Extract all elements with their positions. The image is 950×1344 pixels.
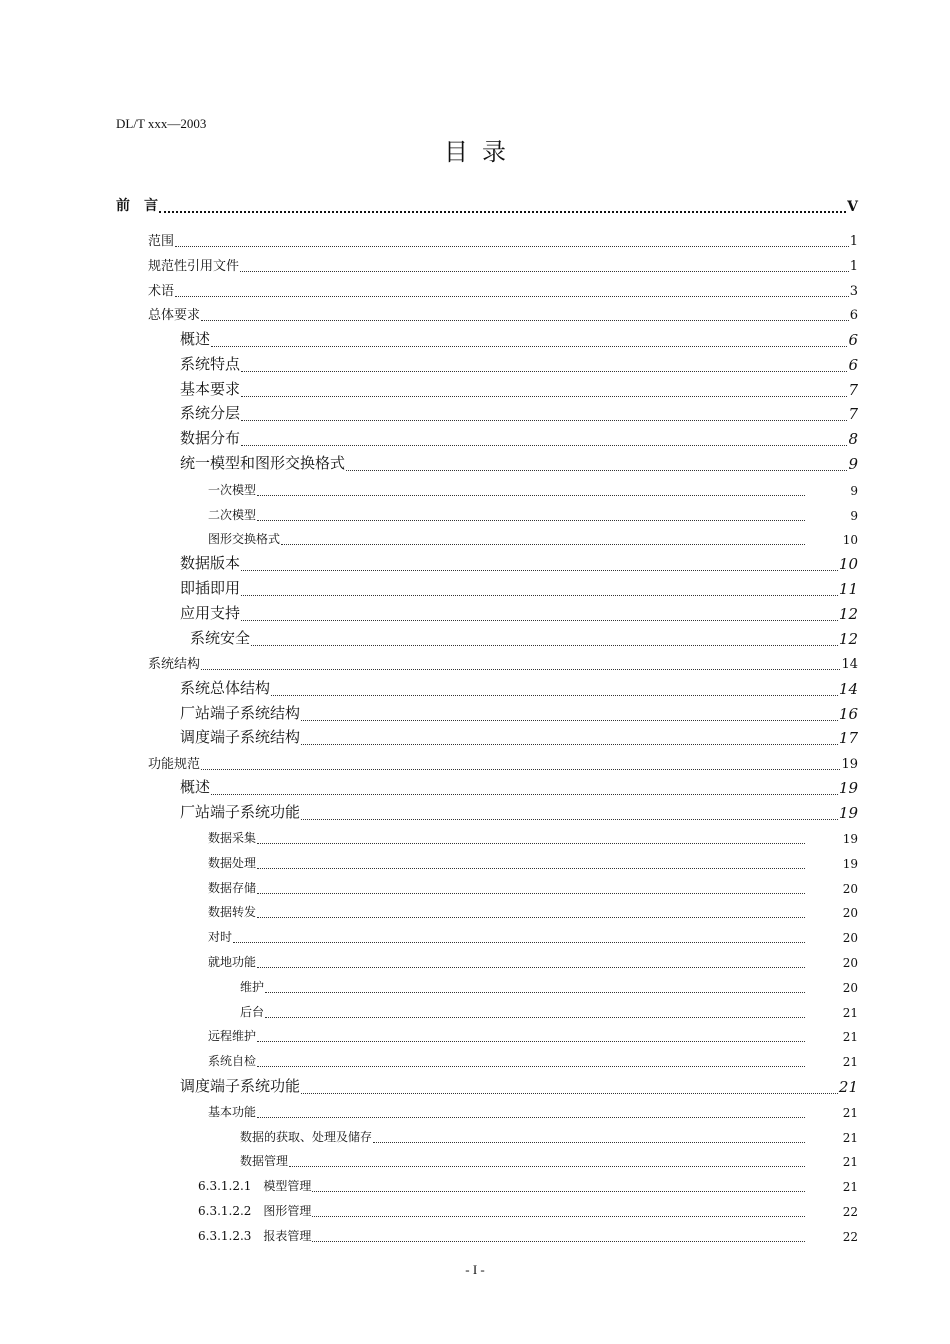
toc-dot-leader — [241, 433, 847, 448]
toc-dot-leader — [241, 558, 838, 573]
toc-dot-leader — [241, 359, 847, 374]
toc-entry[interactable] — [208, 879, 858, 896]
toc-entry[interactable] — [148, 304, 858, 323]
toc-entry-label: 系统安全 — [190, 629, 251, 647]
toc-entry[interactable] — [180, 552, 858, 573]
toc-entry-page: 21 — [842, 1155, 858, 1169]
toc-dot-leader — [257, 859, 805, 871]
toc-entry-label: 系统特点 — [180, 355, 241, 373]
toc-dot-leader — [241, 608, 838, 623]
toc-entry[interactable] — [240, 1003, 858, 1020]
toc-entry[interactable] — [240, 1152, 858, 1169]
toc-entry-label: 基本功能 — [208, 1105, 257, 1119]
toc-entry[interactable] — [148, 255, 858, 274]
toc-dot-leader — [251, 633, 838, 648]
toc-entry-page: 10 — [838, 555, 858, 573]
toc-entry-page: 12 — [838, 605, 858, 623]
toc-entry-label: 数据版本 — [180, 554, 241, 572]
toc-dot-leader — [240, 261, 849, 274]
toc-entry-label: 对时 — [208, 930, 233, 944]
toc-dot-leader — [301, 1081, 838, 1096]
toc-entry-page: 20 — [842, 981, 858, 995]
toc-dot-leader — [312, 1182, 805, 1194]
toc-entry-page: 6 — [848, 331, 858, 349]
toc-dot-leader — [301, 732, 838, 747]
toc-entry-page: 9 — [848, 455, 858, 473]
toc-entry[interactable] — [148, 653, 858, 672]
toc-dot-leader — [265, 983, 805, 995]
toc-entry-label: 概述 — [180, 330, 211, 348]
toc-entry-page: 20 — [842, 931, 858, 945]
toc-entry-page: 21 — [842, 1106, 858, 1120]
toc-entry-label: 概述 — [180, 778, 211, 796]
toc-entry-label: 统一模型和图形交换格式 — [180, 454, 346, 472]
toc-entry[interactable] — [240, 1128, 858, 1145]
toc-entry-page: 1 — [849, 234, 858, 249]
toc-entry[interactable] — [180, 353, 858, 374]
toc-entry[interactable] — [180, 452, 858, 473]
toc-entry[interactable] — [180, 726, 858, 747]
toc-entry-page: 3 — [849, 284, 858, 299]
toc-entry-page: 16 — [838, 705, 858, 723]
toc-entry-page: 22 — [842, 1230, 858, 1244]
toc-dot-leader — [257, 486, 805, 498]
toc-entry-label: 6.3.1.2.1 模型管理 — [198, 1179, 312, 1193]
toc-entry-page: V — [847, 199, 858, 215]
toc-entry-label: 即插即用 — [180, 579, 241, 597]
toc-entry[interactable] — [198, 1202, 858, 1219]
toc-entry[interactable] — [208, 1027, 858, 1044]
toc-entry-label: 厂站端子系统功能 — [180, 803, 301, 821]
toc-entry[interactable] — [148, 753, 858, 772]
toc-dot-leader — [201, 659, 840, 672]
toc-dot-leader — [201, 310, 849, 323]
toc-entry-label: 规范性引用文件 — [148, 259, 240, 274]
toc-entry-label: 应用支持 — [180, 604, 241, 622]
toc-entry-page: 21 — [842, 1055, 858, 1069]
toc-dot-leader — [373, 1133, 805, 1145]
toc-entry-page: 22 — [842, 1205, 858, 1219]
toc-entry-label: 数据的获取、处理及储存 — [240, 1130, 373, 1144]
toc-dot-leader — [241, 408, 847, 423]
toc-entry[interactable] — [208, 530, 858, 547]
toc-dot-leader — [301, 807, 838, 822]
toc-dot-leader — [271, 683, 838, 698]
document-id: DL/T xxx—2003 — [116, 116, 207, 131]
toc-entry-label: 厂站端子系统结构 — [180, 704, 301, 722]
toc-dot-leader — [257, 1057, 805, 1069]
toc-dot-leader — [233, 933, 805, 945]
toc-dot-leader — [289, 1157, 805, 1169]
toc-entry-label: 术语 — [148, 284, 175, 299]
toc-entry[interactable] — [190, 627, 858, 648]
toc-dot-leader — [257, 834, 805, 846]
toc-entry-page: 20 — [842, 882, 858, 896]
toc-dot-leader — [211, 782, 838, 797]
toc-entry-label: 总体要求 — [148, 308, 201, 323]
toc-entry[interactable] — [180, 702, 858, 723]
toc-entry-label: 维护 — [240, 980, 265, 994]
toc-dot-leader — [201, 759, 840, 772]
page-title: 目录 — [444, 138, 520, 166]
toc-dot-leader — [159, 201, 846, 215]
toc-entry[interactable] — [208, 829, 858, 846]
toc-entry-label: 远程维护 — [208, 1029, 257, 1043]
toc-entry-label: 数据采集 — [208, 831, 257, 845]
toc-entry-label: 6.3.1.2.3 报表管理 — [198, 1229, 312, 1243]
toc-dot-leader — [175, 236, 849, 249]
toc-dot-leader — [241, 384, 847, 399]
toc-entry[interactable] — [208, 1052, 858, 1069]
toc-entry[interactable] — [180, 402, 858, 423]
toc-entry-page: 6 — [849, 308, 858, 323]
toc-entry-page: 19 — [842, 832, 858, 846]
toc-entry-page: 9 — [850, 509, 858, 523]
toc-dot-leader — [312, 1232, 805, 1244]
toc-dot-leader — [257, 511, 805, 523]
toc-entry-label: 就地功能 — [208, 955, 257, 969]
toc-entry-page: 8 — [848, 430, 858, 448]
toc-entry[interactable] — [148, 230, 858, 249]
toc-entry[interactable] — [208, 1103, 858, 1120]
toc-entry-page: 21 — [842, 1131, 858, 1145]
toc-entry[interactable] — [180, 801, 858, 822]
toc-entry-label: 数据管理 — [240, 1154, 289, 1168]
toc-dot-leader — [241, 583, 838, 598]
toc-entry-page: 21 — [842, 1180, 858, 1194]
toc-entry-label: 系统结构 — [148, 657, 201, 672]
toc-entry-label: 系统总体结构 — [180, 679, 271, 697]
toc-entry-page: 21 — [842, 1030, 858, 1044]
page-footer-number: - I - — [465, 1262, 485, 1277]
toc-entry-label: 数据存储 — [208, 881, 257, 895]
toc-entry-page: 1 — [849, 259, 858, 274]
toc-entry[interactable] — [180, 602, 858, 623]
toc-entry-label: 范围 — [148, 234, 175, 249]
toc-entry-label: 一次模型 — [208, 483, 257, 497]
toc-entry[interactable] — [180, 577, 858, 598]
toc-dot-leader — [265, 1008, 805, 1020]
toc-entry[interactable] — [180, 328, 858, 349]
toc-entry-page: 7 — [848, 405, 858, 423]
toc-entry-page: 19 — [841, 757, 858, 772]
toc-dot-leader — [211, 334, 847, 349]
toc-entry[interactable] — [208, 854, 858, 871]
toc-entry-label: 6.3.1.2.2 图形管理 — [198, 1204, 312, 1218]
toc-entry-page: 14 — [841, 657, 858, 672]
toc-entry-page: 9 — [850, 484, 858, 498]
toc-entry[interactable] — [240, 978, 858, 995]
toc-entry-page: 12 — [838, 630, 858, 648]
toc-dot-leader — [301, 708, 838, 723]
toc-entry-label: 后台 — [240, 1005, 265, 1019]
toc-entry-page: 21 — [842, 1006, 858, 1020]
toc-entry-page: 14 — [838, 680, 858, 698]
toc-entry[interactable] — [208, 481, 858, 498]
toc-entry[interactable] — [148, 280, 858, 299]
toc-entry-page: 19 — [838, 779, 858, 797]
toc-entry[interactable] — [180, 776, 858, 797]
toc-entry-label: 调度端子系统结构 — [180, 728, 301, 746]
toc-entry-label: 系统自检 — [208, 1054, 257, 1068]
toc-entry[interactable] — [180, 427, 858, 448]
toc-entry-page: 17 — [838, 729, 858, 747]
toc-entry-label: 功能规范 — [148, 757, 201, 772]
toc-entry-label: 前 言 — [116, 198, 158, 214]
toc-entry-page: 10 — [842, 533, 858, 547]
toc-entry[interactable] — [116, 195, 858, 215]
toc-dot-leader — [257, 958, 805, 970]
toc-entry-label: 系统分层 — [180, 404, 241, 422]
toc-entry-label: 基本要求 — [180, 380, 241, 398]
toc-entry-page: 19 — [842, 857, 858, 871]
toc-entry[interactable] — [180, 1075, 858, 1096]
toc-entry[interactable] — [180, 378, 858, 399]
toc-dot-leader — [257, 1108, 805, 1120]
toc-entry-label: 数据处理 — [208, 856, 257, 870]
toc-entry-page: 19 — [838, 804, 858, 822]
toc-entry-label: 二次模型 — [208, 508, 257, 522]
toc-entry-label: 调度端子系统功能 — [180, 1077, 301, 1095]
toc-entry[interactable] — [208, 903, 858, 920]
toc-entry[interactable] — [198, 1177, 858, 1194]
toc-entry-page: 6 — [848, 356, 858, 374]
toc-entry[interactable] — [208, 928, 858, 945]
toc-dot-leader — [281, 535, 805, 547]
toc-entry-page: 7 — [848, 381, 858, 399]
toc-dot-leader — [257, 1032, 805, 1044]
toc-entry-page: 11 — [838, 580, 858, 598]
toc-dot-leader — [175, 286, 849, 299]
toc-dot-leader — [257, 884, 805, 896]
toc-entry-label: 数据分布 — [180, 429, 241, 447]
toc-entry[interactable] — [198, 1227, 858, 1244]
toc-dot-leader — [312, 1207, 805, 1219]
toc-dot-leader — [346, 458, 847, 473]
toc-dot-leader — [257, 908, 805, 920]
toc-entry-page: 21 — [838, 1078, 858, 1096]
toc-entry[interactable] — [208, 506, 858, 523]
toc-entry-label: 图形交换格式 — [208, 532, 281, 546]
toc-entry-label: 数据转发 — [208, 905, 257, 919]
toc-entry-page: 20 — [842, 956, 858, 970]
toc-entry[interactable] — [180, 677, 858, 698]
toc-entry[interactable] — [208, 953, 858, 970]
toc-entry-page: 20 — [842, 906, 858, 920]
